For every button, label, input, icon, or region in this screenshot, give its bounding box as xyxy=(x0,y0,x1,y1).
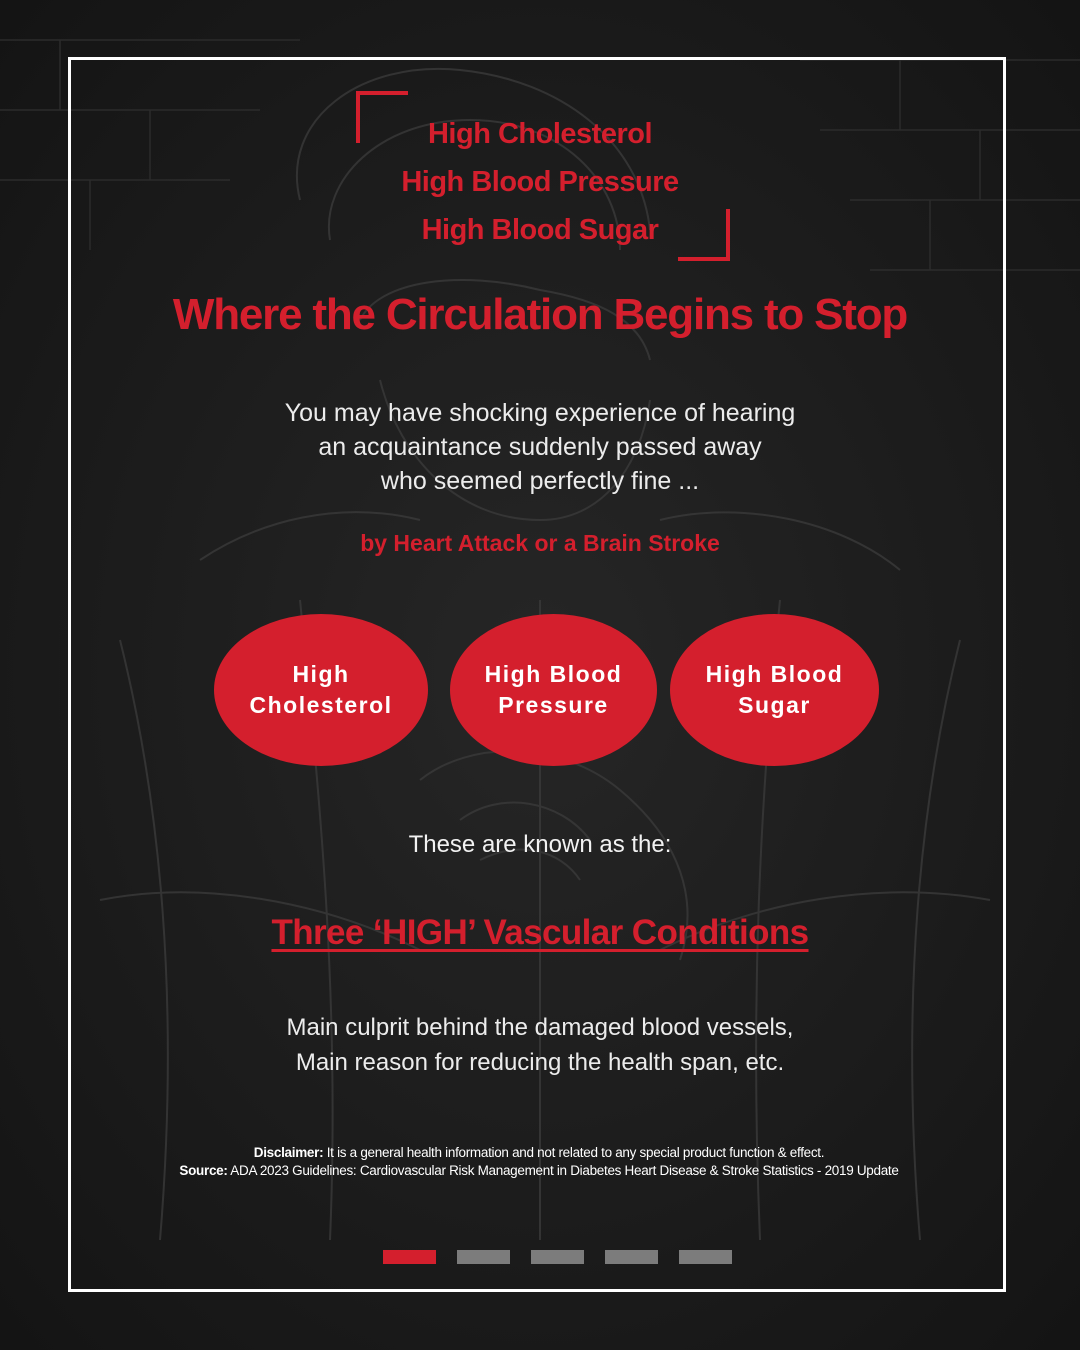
source-line xyxy=(84,1162,994,1180)
culprit-line: Main reason for reducing the health span, etc. xyxy=(295,1049,785,1076)
conditions-list xyxy=(330,110,750,254)
condition-item: High Blood Sugar xyxy=(421,214,659,246)
pill-high-cholesterol xyxy=(214,614,428,766)
intro-line: who seemed perfectly fine ... xyxy=(380,467,700,495)
source-text: ADA 2023 Guidelines: Cardiovascular Risk Management in Diabetes Heart Disease & Stroke Statistics - 2019 Update xyxy=(227,1163,899,1178)
condition-item: High Blood Pressure xyxy=(401,166,679,198)
page-indicator-2[interactable] xyxy=(457,1250,510,1264)
page-indicator-3[interactable] xyxy=(531,1250,584,1264)
source-label: Source: xyxy=(179,1163,228,1178)
known-as-text: These are known as the: xyxy=(408,831,672,858)
pill-label-line: Cholesterol xyxy=(249,692,393,718)
pill-high-blood-sugar xyxy=(670,614,879,766)
culprit-line: Main culprit behind the damaged blood vessels, xyxy=(286,1014,794,1041)
pagination-dots xyxy=(383,1250,753,1264)
pill-label-line: High Blood xyxy=(705,661,844,687)
page-indicator-1[interactable] xyxy=(383,1250,436,1264)
page-indicator-5[interactable] xyxy=(679,1250,732,1264)
culprit-text xyxy=(140,1010,940,1080)
pill-label-line: Sugar xyxy=(738,692,811,718)
condition-item: High Cholesterol xyxy=(427,118,652,150)
disclaimer-text: It is a general health information and not related to any special product function & effect. xyxy=(323,1145,825,1160)
section-heading: Three ‘HIGH’ Vascular Conditions xyxy=(271,913,809,952)
intro-text xyxy=(140,396,940,498)
pill-label-line: High xyxy=(292,661,350,687)
cause-text: by Heart Attack or a Brain Stroke xyxy=(360,530,720,556)
page-indicator-4[interactable] xyxy=(605,1250,658,1264)
disclaimer-line xyxy=(84,1144,994,1162)
pill-label-line: High Blood xyxy=(484,661,623,687)
disclaimer-label: Disclaimer: xyxy=(253,1145,324,1160)
pill-high-blood-pressure xyxy=(450,614,657,766)
page-title: Where the Circulation Begins to Stop xyxy=(172,290,908,339)
disclaimer-block xyxy=(84,1144,994,1180)
pill-label-line: Pressure xyxy=(498,692,609,718)
intro-line: You may have shocking experience of hearing xyxy=(284,399,796,427)
intro-line: an acquaintance suddenly passed away xyxy=(318,433,762,461)
